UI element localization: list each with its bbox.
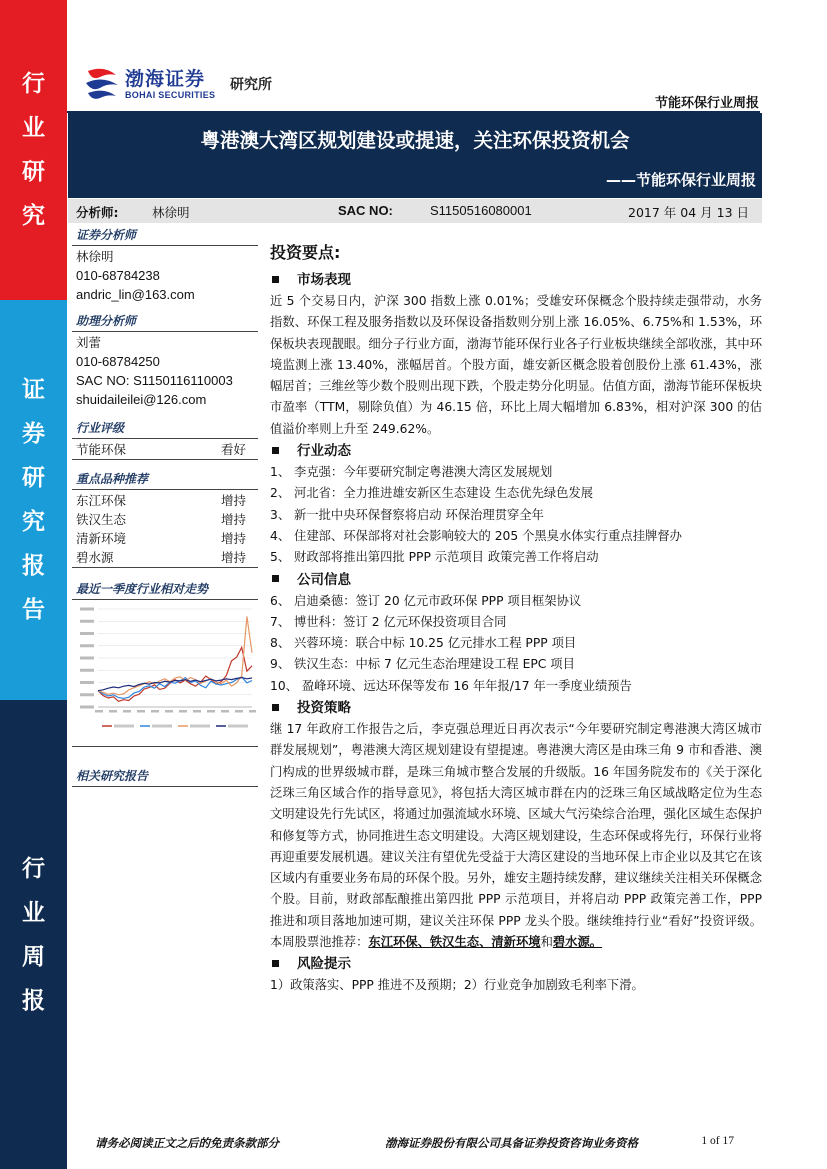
pick-row — [72, 529, 258, 548]
chart-x-tick-mark — [137, 710, 145, 713]
doc-type-label: 节能环保行业周报 — [654, 96, 759, 111]
chart-rule — [72, 746, 258, 747]
bullet-icon — [272, 276, 279, 283]
rating-row — [72, 440, 258, 460]
main-content — [270, 240, 762, 997]
chart-tick-mark — [80, 644, 94, 647]
market-text: 近 5 个交易日内，沪深 300 指数上涨 0.01%；受雄安环保概念个股持续走强带动，水务指数、环保工程及服务指数以及环保设备指数则分别上涨 16.05%、6.75%和 1.53%，环保板块表现靓眼。细分子行业方面，渤海节能环保行业各子行业板块继续全部收涨，其中环境监测上涨 13.40%，涨幅居首。个股方面，雄安新区概念股着创股份上涨 61.43%，涨幅居首；三维丝等少数个股则出现下跌，个股走势分化明显。估值方面，渤海节能环保板块市盈率（TTM，剔除负值）为 46.15 倍，环比上周大幅增加 6.83%，相对沪深 300 的估值溢价率则上升至 249.62%。 — [270, 294, 762, 436]
chart-tick-mark — [80, 620, 94, 623]
list-item: 10、 盈峰环境、远达环保等发布 16 年年报/17 年一季度业绩预告 — [270, 678, 632, 693]
chart-tick-mark — [80, 669, 94, 672]
assistant-line: 010-68784250 — [76, 354, 160, 369]
chart-tick-mark — [80, 608, 94, 611]
list-item: 7、 博世科：签订 2 亿元环保投资项目合同 — [270, 614, 507, 629]
footer-disclaimer: 请务必阅读正文之后的免责条款部分 — [95, 1136, 279, 1150]
chart-legend-label-mark — [114, 725, 134, 728]
pick-rating: 增持 — [220, 550, 246, 565]
chart-x-tick-mark — [109, 710, 117, 713]
bullet-icon — [272, 704, 279, 711]
footer-qualification: 渤海证券股份有限公司具备证券投资咨询业务资格 — [385, 1136, 638, 1150]
page-number: 1 of 17 — [701, 1135, 734, 1147]
chart-x-tick-mark — [165, 710, 173, 713]
section-market — [270, 269, 762, 291]
related-head: 相关研究报告 — [72, 767, 258, 787]
strategy-body: 继 17 年政府工作报告之后，李克强总理近日再次表示“今年要研究制定粤港澳大湾区城市群发展规划”，粤港澳大湾区规划建设有望提速。粤港澳大湾区是由珠三角 9 市和香港、澳门构成的世界级城市群，是珠三角城市整合发展的升级版。16 年国务院发布的《关于深化泛珠三角区域合作的指导意见》，将包括大湾区城市群在内的泛珠三角区域战略定位为生态文明建设先行先试区，将通过加强流域水环境、区域大气污染综合治理，强化区域生态保护和修复等方式，协同推进生态文明建设。大湾区规划建设，生态环保或将先行，环保行业将再迎重要发展机遇。建议关注有望优先受益于大湾区建设的当地环保上市企业以及其它在该区域内有重要业务布局的环保个股。另外，雄安主题持续发酵，建议继续关注相关环保概念个股。目前，财政部酝酿推出第四批 PPP 示范项目，并将启动 PPP 政策完善工作，PPP 推进和项目落地加速可期，建议关注环保 PPP 龙头个股。继续维持行业“看好”投资评级。本周股票池推荐： — [270, 722, 762, 950]
list-item: 8、 兴蓉环境：联合中标 10.25 亿元排水工程 PPP 项目 — [270, 636, 577, 651]
side-band-char: 究 — [22, 202, 45, 229]
analyst-head: 证券分析师 — [72, 226, 258, 246]
title-banner — [68, 113, 762, 198]
chart-x-tick-mark — [207, 710, 215, 713]
strategy-text — [270, 719, 762, 953]
assistant-head: 助理分析师 — [72, 312, 258, 332]
section-strategy — [270, 697, 762, 719]
pick-name: 东江环保 — [76, 493, 127, 508]
side-band-char: 券 — [22, 420, 45, 447]
list-item: 6、 启迪桑德：签订 20 亿元市政环保 PPP 项目框架协议 — [270, 593, 582, 608]
company-logo — [82, 63, 292, 107]
chart-x-tick-mark — [151, 710, 159, 713]
section-title: 市场表现 — [297, 272, 351, 288]
pick-rating: 增持 — [220, 531, 246, 546]
pick-rating: 增持 — [220, 493, 246, 508]
sidebar — [72, 226, 258, 788]
section-risk — [270, 953, 762, 975]
report-title: 粤港澳大湾区规划建设或提速，关注环保投资机会 — [200, 129, 630, 152]
side-band-char: 业 — [22, 898, 45, 926]
chart-x-tick-mark — [179, 710, 187, 713]
assistant-line: 刘蕾 — [76, 335, 102, 350]
pick-row — [72, 491, 258, 510]
chart-x-tick-mark — [95, 710, 103, 713]
rating-value: 看好 — [220, 442, 246, 457]
report-subtitle: ——节能环保行业周报 — [605, 171, 756, 189]
chart-tick-mark — [80, 657, 94, 660]
recommended-stocks: 东江环保、铁汉生态、清新环境 — [368, 935, 541, 950]
assistant-line: SAC NO: S1150116110003 — [76, 373, 233, 388]
sac-number: S1150516080001 — [430, 203, 532, 218]
logo-cn-text: 渤海证券 — [125, 68, 206, 90]
report-date: 2017 年 04 月 13 日 — [628, 205, 749, 220]
meta-bar — [68, 199, 762, 223]
side-band-top — [0, 0, 67, 300]
bullet-icon — [272, 960, 279, 967]
side-band-char: 周 — [22, 942, 45, 970]
chart-tick-mark — [80, 693, 94, 696]
analyst-line: 010-68784238 — [76, 268, 160, 283]
logo-en-text: BOHAI SECURITIES — [125, 90, 216, 100]
pick-name: 铁汉生态 — [76, 512, 127, 527]
institute-label: 研究所 — [230, 77, 272, 93]
section-title: 公司信息 — [297, 571, 351, 588]
pick-row — [72, 548, 258, 568]
section-dynamics — [270, 440, 762, 462]
chart-legend-label-mark — [190, 725, 210, 728]
section-title: 投资策略 — [297, 700, 351, 717]
side-band-middle — [0, 300, 67, 700]
analyst-label: 分析师: — [76, 205, 119, 220]
side-band-char: 究 — [22, 508, 45, 535]
side-band-char: 行 — [22, 70, 45, 97]
section-title: 行业动态 — [297, 443, 351, 460]
chart-head: 最近一季度行业相对走势 — [72, 580, 258, 600]
assistant-line: shuidaileilei@126.com — [76, 392, 207, 407]
conjunction: 和 — [540, 935, 553, 950]
list-item: 4、 住建部、环保部将对社会影响较大的 205 个黑臭水体实行重点挂牌督办 — [270, 528, 682, 543]
side-band-char: 报 — [22, 986, 45, 1014]
picks-head: 重点品种推荐 — [72, 470, 258, 490]
section-title: 风险提示 — [297, 956, 351, 973]
rating-head: 行业评级 — [72, 419, 258, 439]
chart-x-tick-mark — [235, 710, 243, 713]
trend-chart-svg — [76, 603, 256, 741]
side-band-char: 研 — [22, 158, 45, 185]
side-band-char: 告 — [22, 596, 45, 623]
side-band-bottom — [0, 700, 67, 1169]
list-item: 3、 新一批中央环保督察将启动 环保治理贯穿全年 — [270, 507, 544, 522]
bullet-icon — [272, 575, 279, 582]
list-item: 1、 李克强：今年要研究制定粤港澳大湾区发展规划 — [270, 465, 553, 480]
pick-rating: 增持 — [220, 512, 246, 527]
pick-row — [72, 510, 258, 529]
side-band-char: 证 — [22, 376, 45, 403]
chart-x-tick-mark — [249, 710, 256, 713]
side-band-char: 业 — [22, 114, 45, 141]
recommended-stock-last: 碧水源。 — [552, 935, 603, 950]
list-item: 2、 河北省：全力推进雄安新区生态建设 生态优先绿色发展 — [270, 486, 594, 501]
chart-legend-label-mark — [152, 725, 172, 728]
rating-sector: 节能环保 — [76, 442, 127, 457]
bullet-icon — [272, 447, 279, 454]
section-company — [270, 569, 762, 591]
list-item: 9、 铁汉生态：中标 7 亿元生态治理建设工程 EPC 项目 — [270, 657, 575, 672]
chart-tick-mark — [80, 632, 94, 635]
key-points-heading: 投资要点: — [270, 243, 341, 262]
chart-legend-label-mark — [228, 725, 248, 728]
pick-name: 清新环境 — [76, 531, 127, 546]
chart-tick-mark — [80, 681, 94, 684]
sac-label: SAC NO: — [338, 203, 393, 218]
trend-chart — [72, 601, 258, 744]
chart-x-tick-mark — [221, 710, 229, 713]
bohai-logo-icon — [82, 63, 122, 103]
chart-tick-mark — [80, 706, 94, 709]
side-band-char: 行 — [22, 854, 45, 882]
list-item: 5、 财政部将推出第四批 PPP 示范项目 政策完善工作将启动 — [270, 550, 599, 565]
analyst-line: andric_lin@163.com — [76, 287, 195, 302]
risk-text: 1）政策落实、PPP 推进不及预期；2）行业竞争加剧致毛利率下滑。 — [270, 978, 644, 993]
chart-x-tick-mark — [123, 710, 131, 713]
chart-x-tick-mark — [193, 710, 201, 713]
analyst-name: 林徐明 — [152, 205, 190, 220]
pick-name: 碧水源 — [76, 550, 114, 565]
side-band-char: 报 — [22, 552, 45, 579]
analyst-line: 林徐明 — [76, 249, 114, 264]
side-band-char: 研 — [22, 464, 45, 491]
